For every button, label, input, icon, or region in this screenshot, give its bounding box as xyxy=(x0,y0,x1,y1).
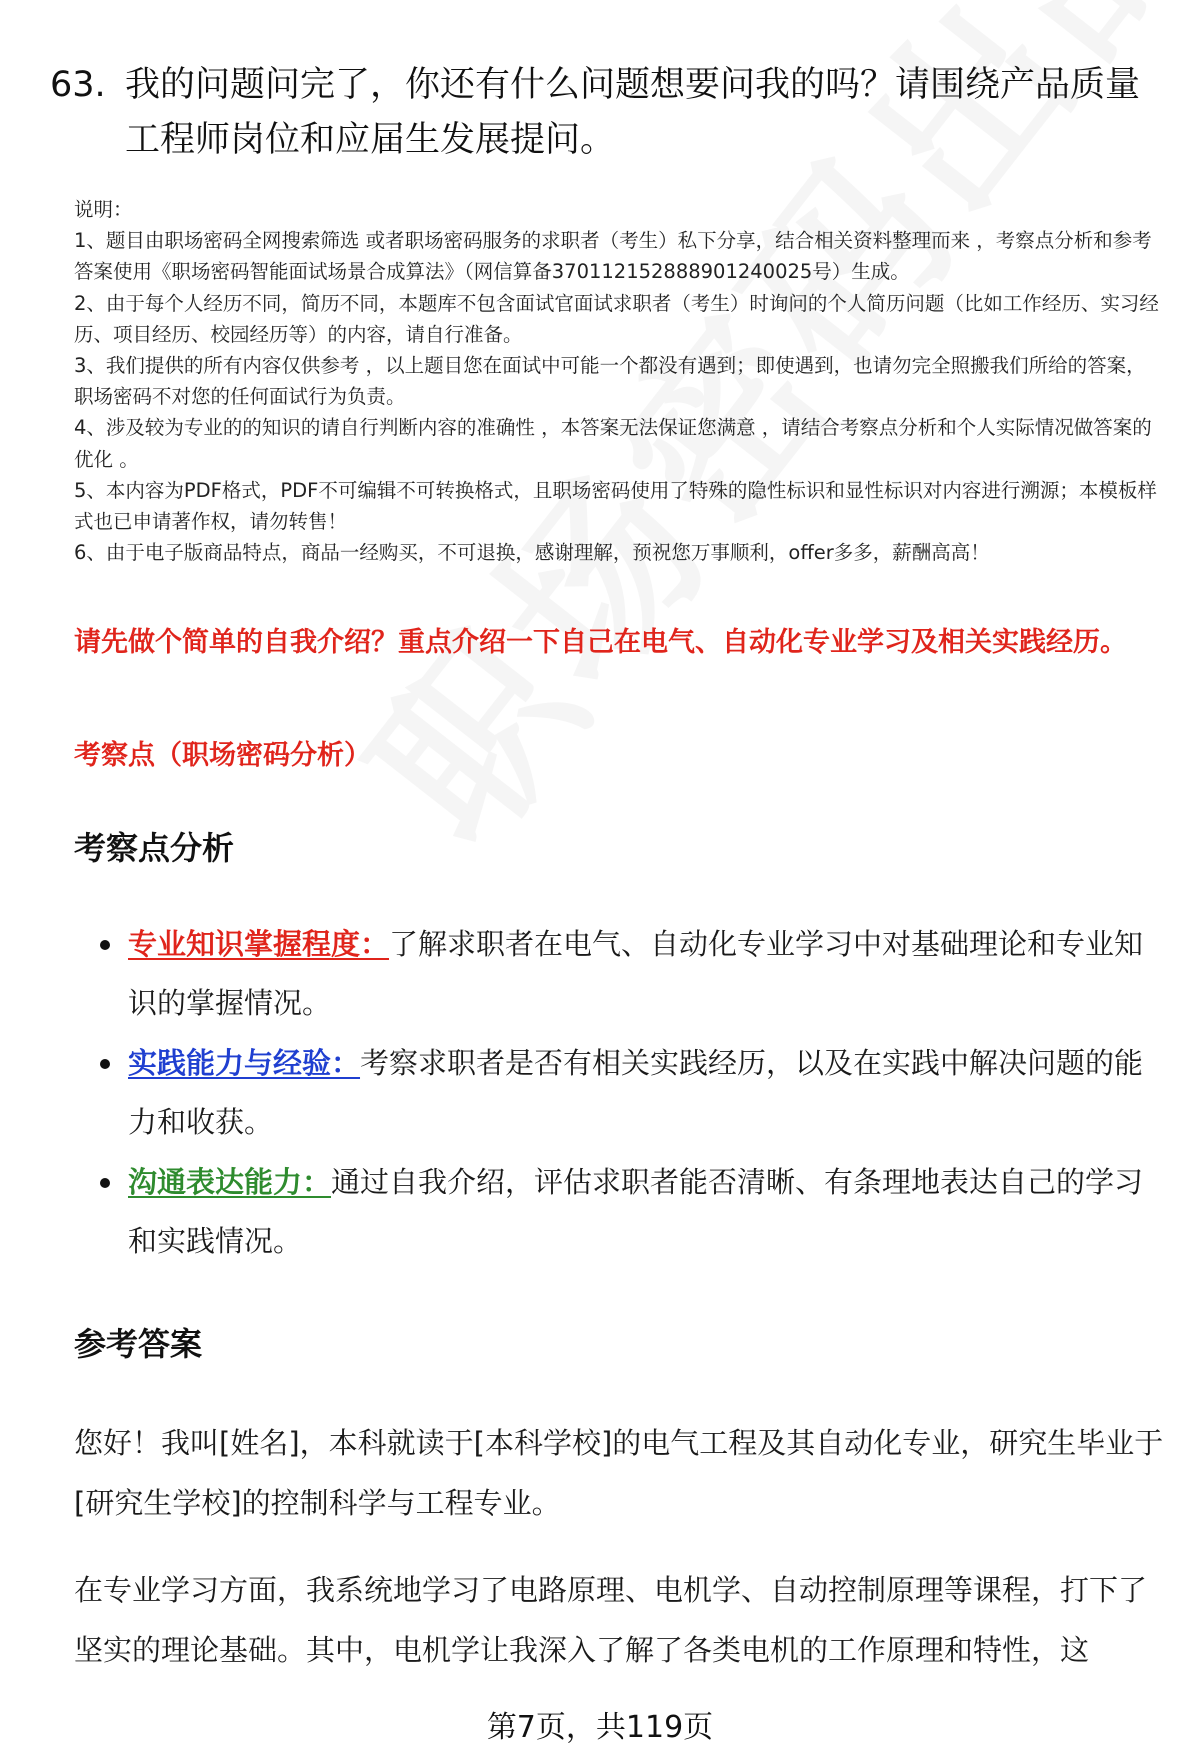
analysis-item-label: 沟通表达能力： xyxy=(128,1165,332,1199)
analysis-list xyxy=(74,915,1164,1272)
analysis-item-label: 专业知识掌握程度： xyxy=(128,927,390,961)
exam-point-label: 考察点（职场密码分析） xyxy=(74,740,371,771)
answer-paragraph: 您好！我叫[姓名]，本科就读于[本科学校]的电气工程及其自动化专业，研究生毕业于[研究生学校]的控制科学与工程专业。 xyxy=(74,1426,1164,1520)
question-title xyxy=(50,58,1150,168)
bullet-dot-icon xyxy=(100,1059,110,1069)
analysis-item xyxy=(74,915,1164,1033)
page-footer: 第7页，共119页 xyxy=(486,1710,714,1745)
analysis-item xyxy=(74,1153,1164,1271)
analysis-item-text: 通过自我介绍，评估求职者能否清晰、有条理地表达自己的学习和实践情况。 xyxy=(128,1165,1144,1258)
note-item: 3、我们提供的所有内容仅供参考 ，以上题目您在面试中可能一个都没有遇到；即使遇到，也请勿完全照搬我们所给的答案，职场密码不对您的任何面试行为负责。 xyxy=(74,354,1146,409)
note-item: 2、由于每个人经历不同，简历不同，本题库不包含面试官面试求职者（考生）时询问的个人简历问题（比如工作经历、实习经历、项目经历、校园经历等）的内容，请自行准备。 xyxy=(74,291,1159,346)
answer-heading: 参考答案 xyxy=(74,1325,203,1363)
question-number: 63. xyxy=(50,65,106,105)
analysis-item-text: 了解求职者在电气、自动化专业学习中对基础理论和专业知识的掌握情况。 xyxy=(128,927,1144,1020)
analysis-item xyxy=(74,1034,1164,1152)
answer-paragraph: 在专业学习方面，我系统地学习了电路原理、电机学、自动控制原理等课程，打下了坚实的理论基础。其中，电机学让我深入了解了各类电机的工作原理和特性，这 xyxy=(74,1573,1148,1667)
question-text: 我的问题问完了，你还有什么问题想要问我的吗？请围绕产品质量工程师岗位和应届生发展提问。 xyxy=(125,65,1141,160)
bullet-dot-icon xyxy=(100,1178,110,1188)
note-item: 6、由于电子版商品特点，商品一经购买，不可退换，感谢理解，预祝您万事顺利，offer多多，薪酬高高！ xyxy=(74,541,990,565)
bullet-dot-icon xyxy=(100,940,110,950)
sub-question: 请先做个简单的自我介绍？重点介绍一下自己在电气、自动化专业学习及相关实践经历。 xyxy=(74,627,1127,658)
analysis-heading: 考察点分析 xyxy=(74,829,235,867)
notes-block xyxy=(74,194,1164,568)
notes-heading: 说明： xyxy=(74,198,133,221)
analysis-item-label: 实践能力与经验： xyxy=(128,1046,361,1080)
note-item: 1、题目由职场密码全网搜索筛选 或者职场密码服务的求职者（考生）私下分享，结合相关资料整理而来 ，考察点分析和参考答案使用《职场密码智能面试场景合成算法》（网信算备370112152888901240025号）生成。 xyxy=(74,229,1152,284)
analysis-item-text: 考察求职者是否有相关实践经历，以及在实践中解决问题的能力和收获。 xyxy=(128,1046,1144,1139)
note-item: 5、本内容为PDF格式，PDF不可编辑不可转换格式，且职场密码使用了特殊的隐性标识和显性标识对内容进行溯源；本模板样式也已申请著作权，请勿转售！ xyxy=(74,478,1157,534)
note-item: 4、涉及较为专业的的知识的请自行判断内容的准确性 ，本答案无法保证您满意 ，请结合考察点分析和个人实际情况做答案的优化 。 xyxy=(74,416,1152,471)
